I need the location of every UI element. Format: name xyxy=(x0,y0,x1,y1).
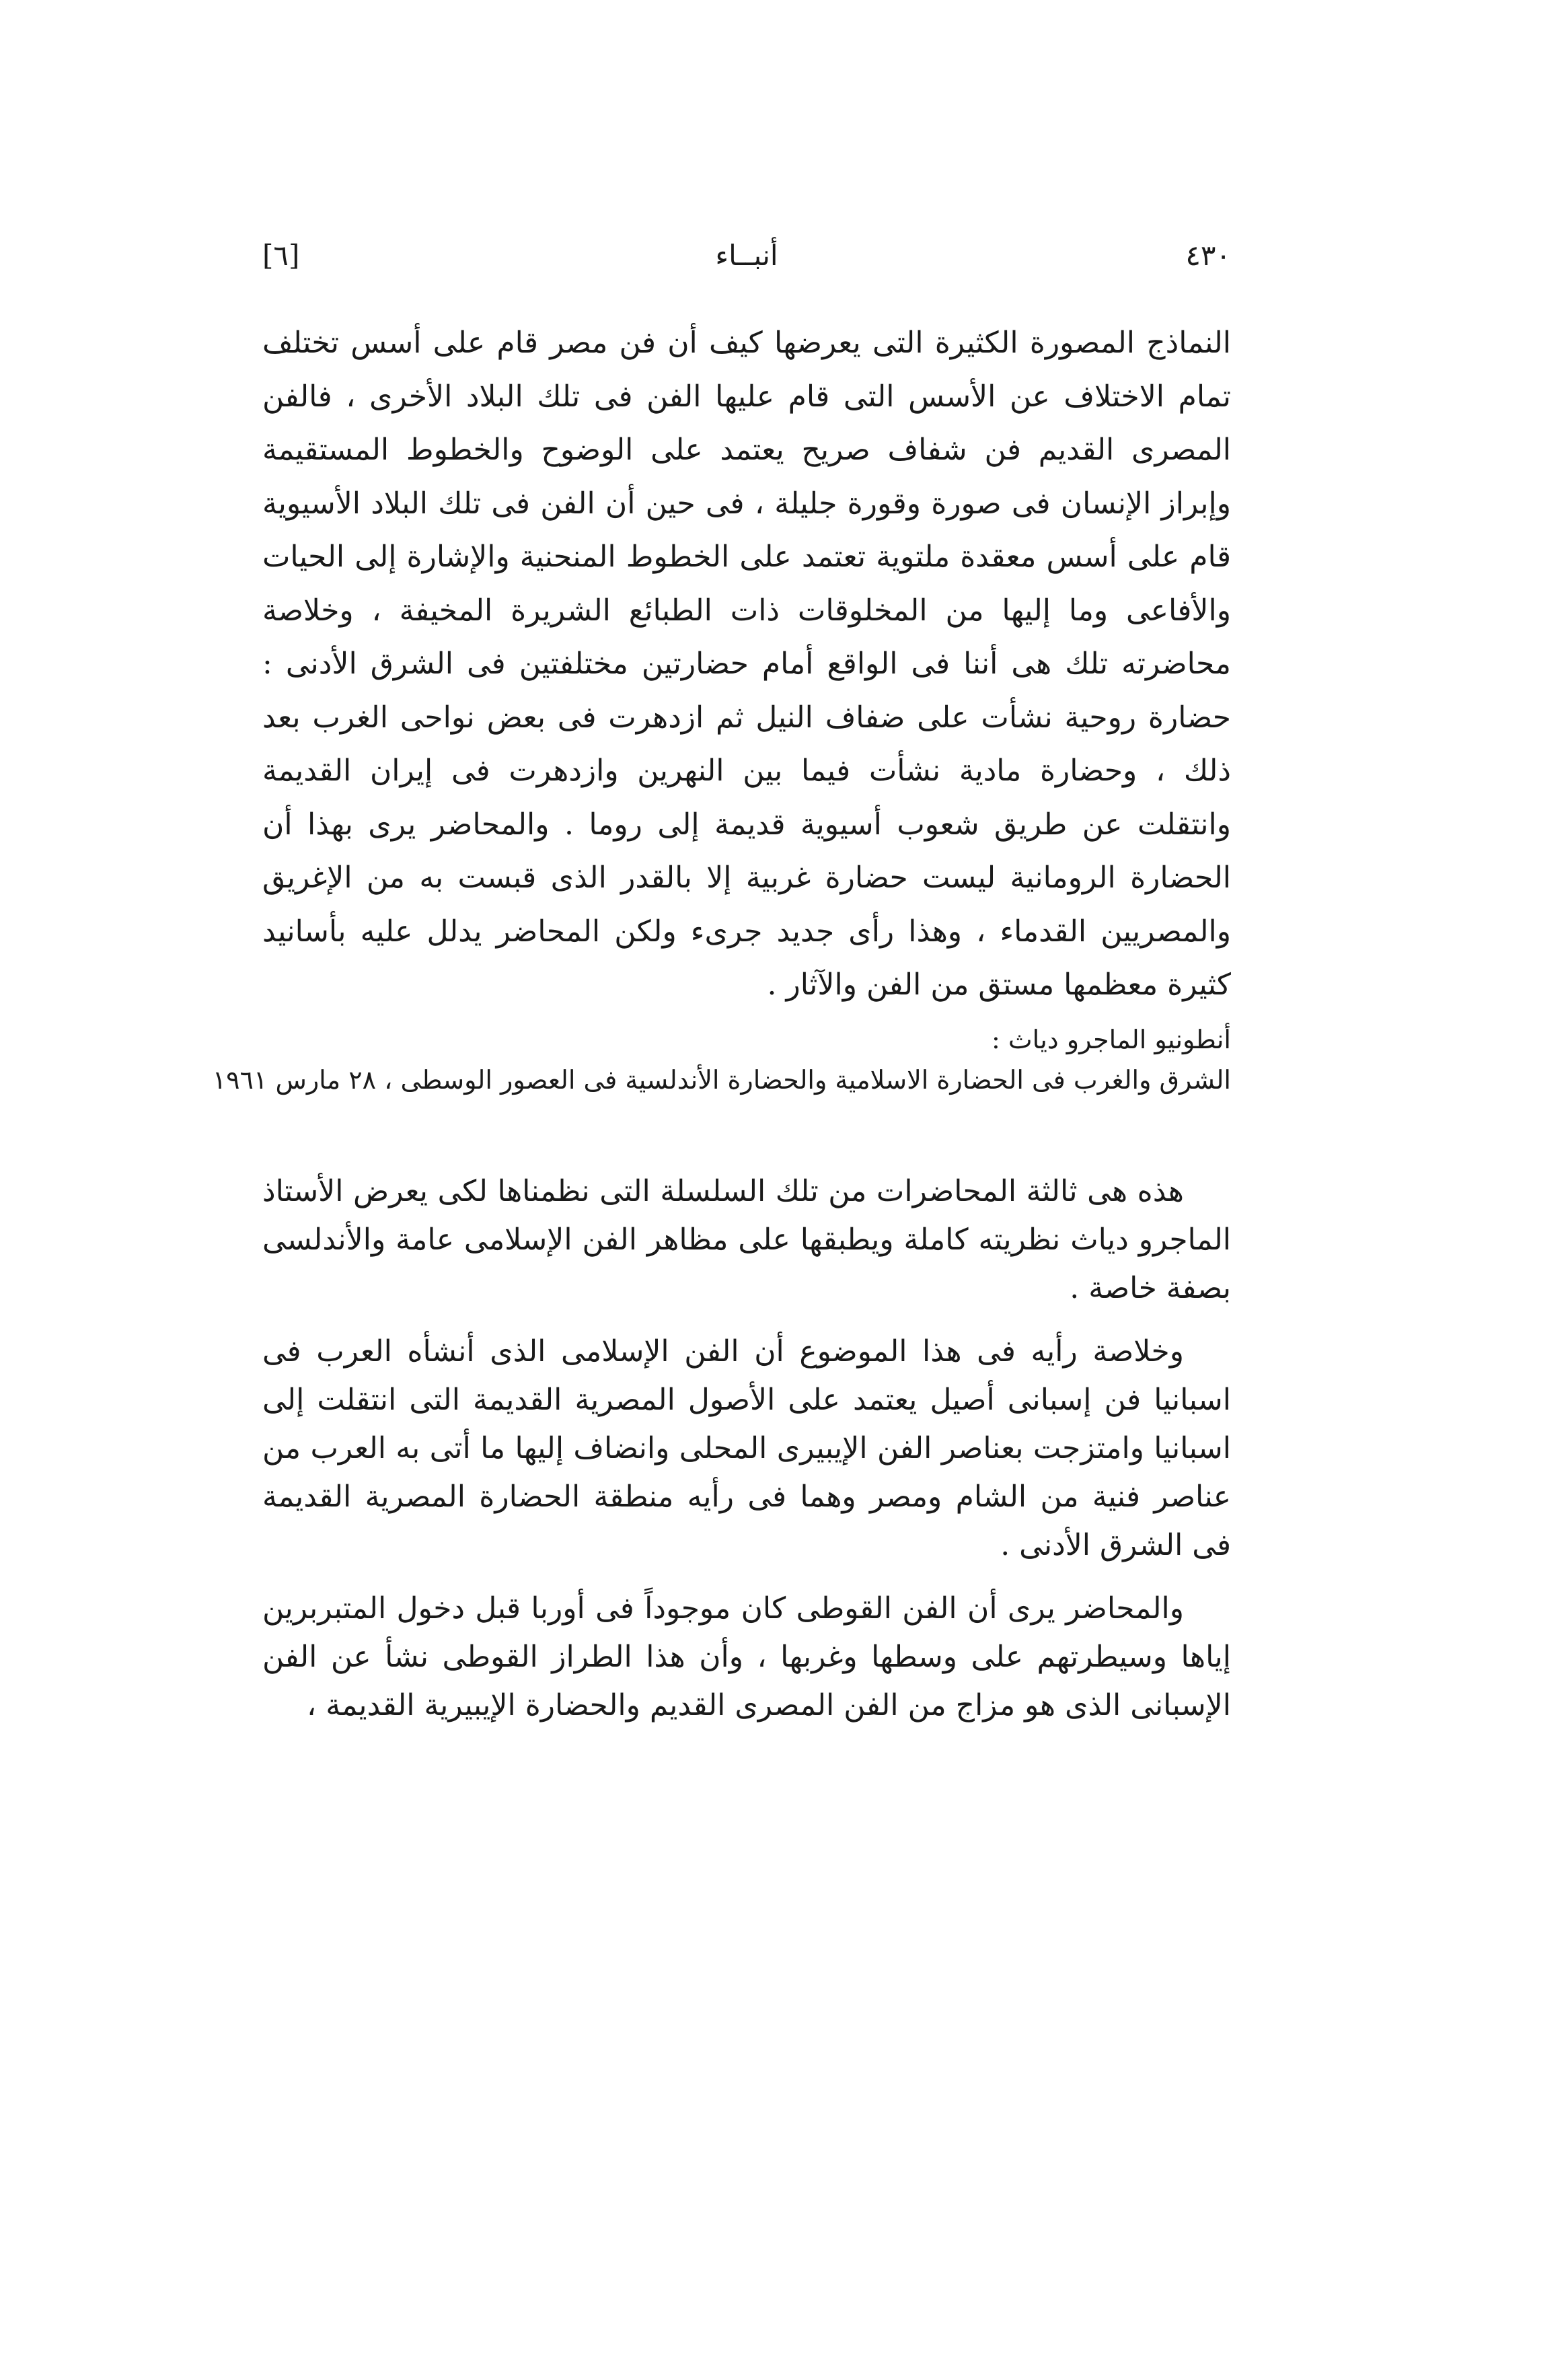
section-number: [٦] xyxy=(262,239,300,272)
running-title: أنبــاء xyxy=(715,239,778,272)
entry-body xyxy=(262,1167,1231,1742)
entry-paragraph: والمحاضر يرى أن الفن القوطى كان موجوداً فى أوربا قبل دخول المتبربرين إياها وسيطرتهم على وسطها وغربها ، وأن هذا الطراز القوطى نشأ عن الفن الإسبانى الذى هو مزاج من الفن المصرى القديم والحضارة الإيبيرية القديمة ، xyxy=(262,1591,1231,1722)
entry-paragraph: هذه هى ثالثة المحاضرات من تلك السلسلة التى نظمناها لكى يعرض الأستاذ الماجرو دياث نظريته كاملة ويطبقها على مظاهر الفن الإسلامى عامة والأندلسى بصفة خاصة . xyxy=(262,1174,1231,1305)
continued-paragraph xyxy=(262,316,1231,1012)
running-header xyxy=(262,229,1231,283)
entry-paragraph: وخلاصة رأيه فى هذا الموضوع أن الفن الإسلامى الذى أنشأه العرب فى اسبانيا فن إسبانى أصيل يعتمد على الأصول المصرية القديمة التى انتقلت إلى اسبانيا وامتزجت بعناصر الفن الإيبيرى المحلى وانضاف إليها ما أتى به العرب من عناصر فنية من الشام ومصر وهما فى رأيه منطقة الحضارة المصرية القديمة فى الشرق الأدنى . xyxy=(262,1334,1231,1562)
lecture-title: الشرق والغرب فى الحضارة الاسلامية والحضارة الأندلسية فى العصور الوسطى ، ٢٨ مارس ١٩٦١ xyxy=(212,1065,1231,1095)
speaker-name: أنطونيو الماجرو دياث : xyxy=(992,1025,1231,1054)
paragraph-text: النماذج المصورة الكثيرة التى يعرضها كيف أن فن مصر قام على أسس تختلف تمام الاختلاف عن الأسس التى قام عليها الفن فى تلك البلاد الأخرى ، فالفن المصرى القديم فن شفاف صريح يعتمد على الوضوح والخطوط المستقيمة وإبراز الإنسان فى صورة وقورة جليلة ، فى حين أن الفن فى تلك البلاد الأسيوية قام على أسس معقدة ملتوية تعتمد على الخطوط المنحنية والإشارة إلى الحيات والأفاعى وما إليها من المخلوقات ذات الطبائع الشريرة المخيفة ، وخلاصة محاضرته تلك هى أننا فى الواقع أمام حضارتين مختلفتين فى الشرق الأدنى : حضارة روحية نشأت على ضفاف النيل ثم ازدهرت فى بعض نواحى الغرب بعد ذلك ، وحضارة مادية نشأت فيما بين النهرين وازدهرت فى إيران القديمة وانتقلت عن طريق شعوب أسيوية قديمة إلى روما . والمحاضر يرى بهذا أن الحضارة الرومانية ليست حضارة غربية إلا بالقدر الذى قبست به من الإغريق والمصريين القدماء ، وهذا رأى جديد جرىء ولكن المحاضر يدلل عليه بأسانيد كثيرة معظمها مستق من الفن والآثار . xyxy=(262,326,1231,1002)
page-number: ٤٣٠ xyxy=(1185,239,1231,272)
entry-heading xyxy=(212,1019,1231,1100)
